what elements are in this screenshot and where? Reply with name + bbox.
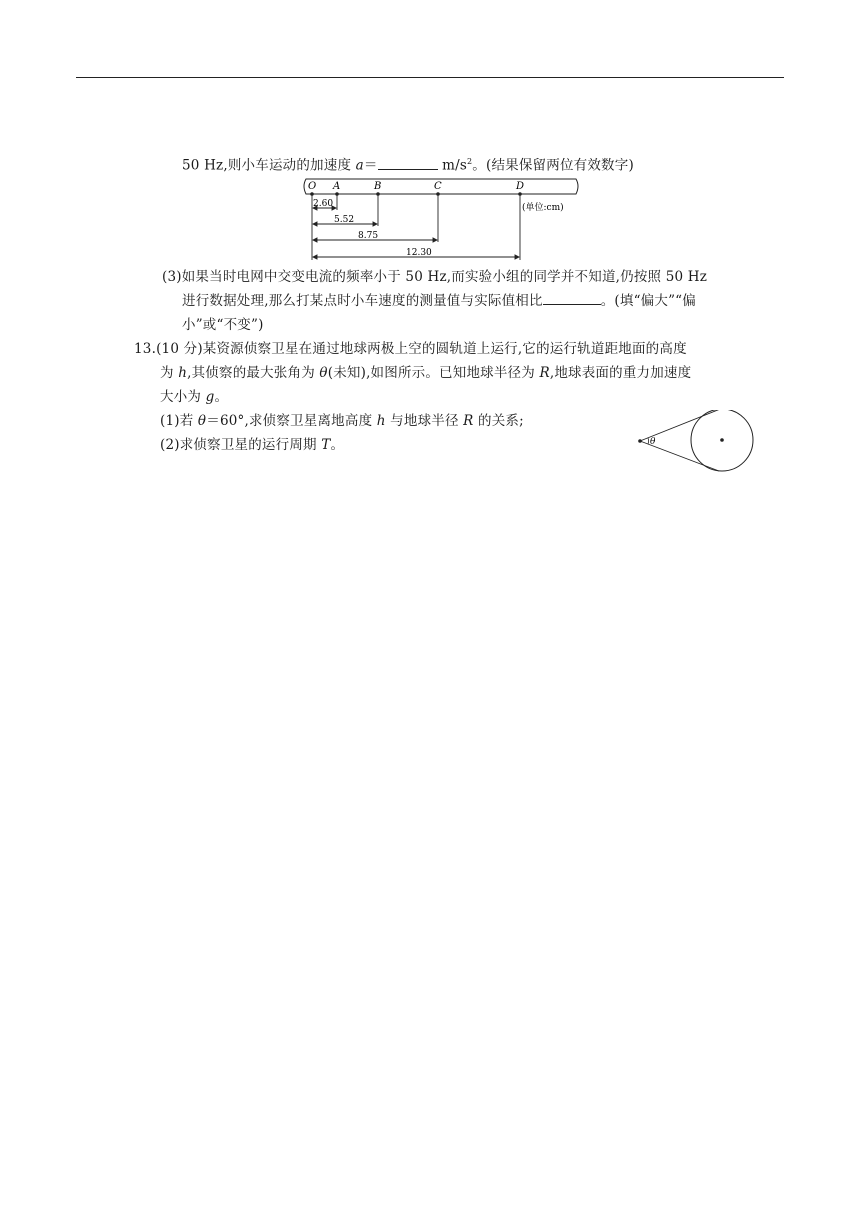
unit-sup: 2	[466, 157, 473, 166]
distance-oc: 8.75	[358, 231, 379, 241]
q13-s2-a: (2)求侦察卫星的运行周期	[160, 437, 322, 453]
equals-sign: ＝	[363, 157, 378, 174]
angle-arc	[648, 438, 649, 444]
var-theta: θ	[319, 365, 328, 381]
var-h: h	[376, 413, 386, 429]
q12-part3-line3: 小”或“不变”)	[182, 317, 264, 333]
q12-part3-line2	[182, 292, 696, 310]
q13-l3-a: 大小为	[160, 389, 206, 405]
var-a: a	[355, 157, 364, 174]
point-label-a: A	[333, 181, 341, 192]
q12-part3-line2-suffix: 。(填“偏大”“偏	[600, 293, 696, 309]
q13-l2-d: ,地球表面的重力加速度	[549, 365, 692, 381]
answer-blank-acceleration[interactable]	[378, 157, 438, 170]
var-r: R	[539, 365, 550, 381]
point-label-b: B	[374, 181, 382, 192]
q13-s1-b: ＝60°,求侦察卫星离地高度	[206, 413, 377, 429]
angle-label-theta: θ	[650, 437, 656, 447]
distance-ob: 5.52	[334, 215, 355, 225]
q12-part2-tail	[182, 153, 634, 175]
q13-sub1	[160, 412, 524, 430]
q13-l3-b: 。	[214, 389, 229, 405]
q13-l2-c: (未知),如图所示。已知地球半径为	[327, 365, 540, 381]
q13-s1-a: (1)若	[160, 413, 198, 429]
q13-l2-a: 为	[160, 365, 179, 381]
var-t: T	[321, 437, 331, 453]
q12-part3-line1: (3)如果当时电网中交变电流的频率小于 50 Hz,而实验小组的同学并不知道,仍按照 50 Hz	[162, 269, 708, 285]
q13-line1	[134, 340, 687, 358]
ticker-tape-figure	[296, 174, 586, 264]
q12-text: 50 Hz,则小车运动的加速度	[182, 157, 356, 174]
satellite-figure	[634, 410, 760, 472]
q13-line1-text: (10 分)某资源侦察卫星在通过地球两极上空的圆轨道上运行,它的运行轨道距地面的高度	[156, 341, 687, 357]
var-r: R	[463, 413, 474, 429]
point-label-d: D	[516, 181, 525, 192]
q13-s1-c: 与地球半径	[385, 413, 464, 429]
q13-s1-d: 的关系;	[473, 413, 524, 429]
point-label-o: O	[308, 181, 317, 192]
distance-oa: 2.60	[313, 199, 334, 209]
q13-sub2	[160, 436, 344, 454]
header-rule	[76, 77, 784, 78]
unit-text: m/s	[442, 157, 467, 174]
earth-center-dot	[720, 438, 724, 442]
q13-line3	[160, 388, 228, 406]
distance-od: 12.30	[406, 248, 432, 258]
var-g: g	[205, 389, 215, 405]
var-theta: θ	[197, 413, 207, 429]
q13-l2-b: ,其侦察的最大张角为	[187, 365, 320, 381]
answer-blank-comparison[interactable]	[543, 292, 601, 305]
var-h: h	[178, 365, 188, 381]
q13-number: 13.	[134, 341, 157, 357]
point-label-c: C	[434, 181, 442, 192]
q12-suffix: 。(结果保留两位有效数字)	[472, 157, 634, 174]
q13-s2-b: 。	[330, 437, 345, 453]
q13-line2	[160, 364, 691, 382]
q12-part3-line2-text: 进行数据处理,那么打某点时小车速度的测量值与实际值相比	[182, 293, 543, 309]
tape-unit-label: (单位:cm)	[522, 203, 564, 213]
